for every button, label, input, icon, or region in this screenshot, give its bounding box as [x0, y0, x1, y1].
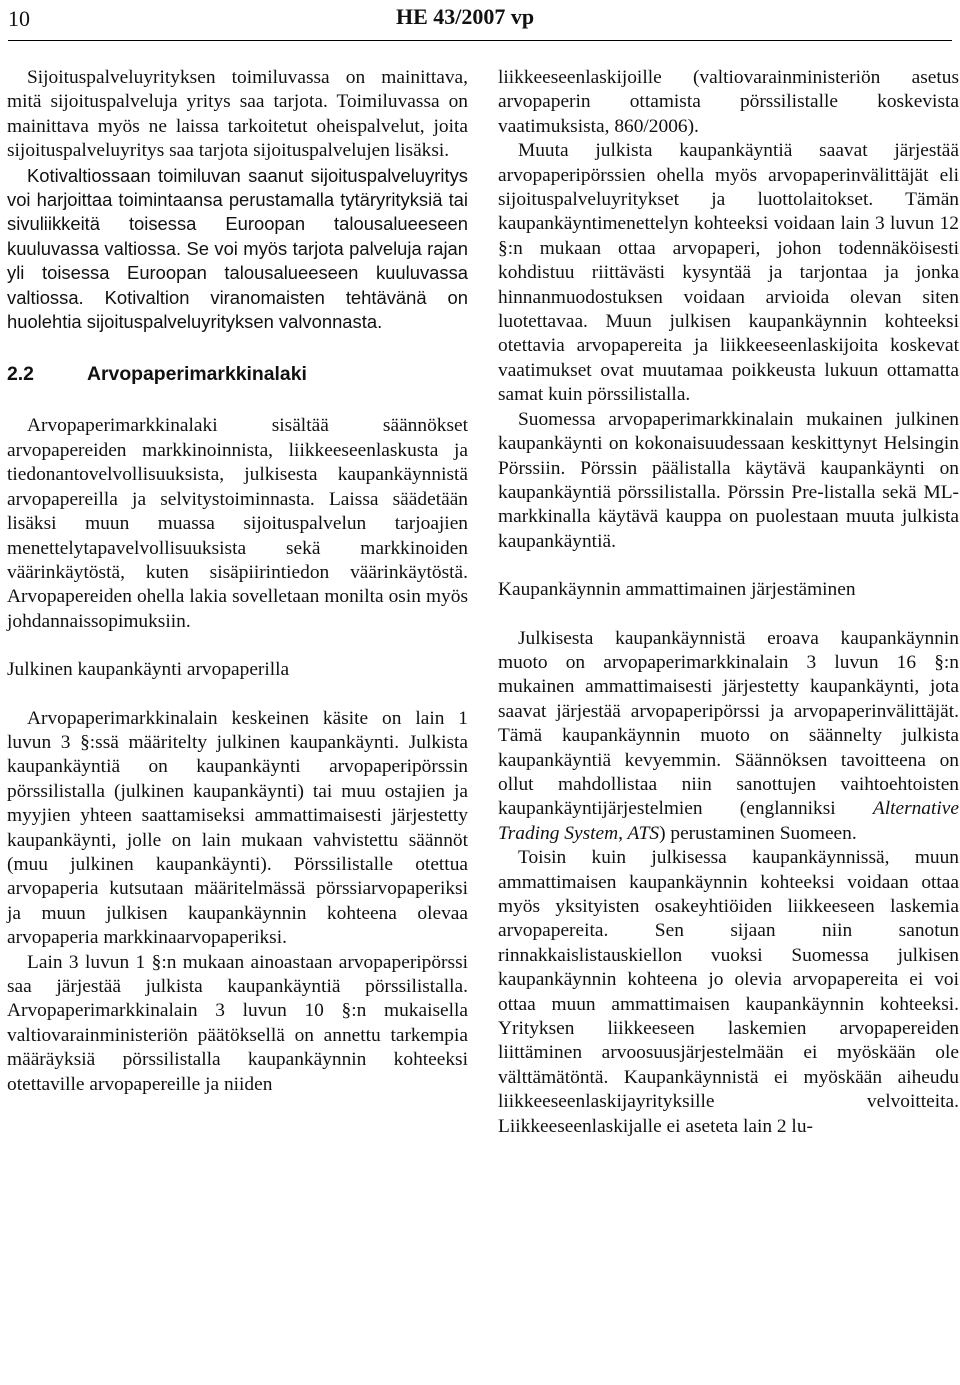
paragraph-securities-act: Arvopaperimarkkinalaki sisältää säännökset arvopapereiden markkinoinnista, liikkeeseenlaskusta ja tiedonantovelvollisuuksista, julkisesta kaupankäynnistä arvopapereilla ja selvitystoiminnasta. Laissa säädetään lisäksi muun muassa sijoituspalvelun tarjoajien menettelytapavelvollisuuksista sekä markkinoiden väärinkäytöstä, kuten sisäpiirintiedon väärinkäytöstä. Arvopapereiden ohella lakia sovelletaan monilta osin myös johdannaissopimuksiin. [7, 415, 468, 632]
subheading-professional-trading: Kaupankäynnin ammattimainen järjestäminen [498, 579, 856, 601]
paragraph-professional-trading-b: ) perustaminen Suomeen. [659, 822, 857, 844]
paragraph-public-trading-definition: Arvopaperimarkkinalain keskeinen käsite on lain 1 luvun 3 §:ssä määritelty julkinen kaupankäynti. Julkista kaupankäyntiä on kaupankäynti arvopaperipörssin pörssilistalla (julkinen kaupankäynti) tai muu ostajien ja myyjien yhteen saattamiseksi ammattimaisesti järjestetty kaupankäynti, jolle on lain mukaan vahvistettu säännöt (muu julkinen kaupankäynti). Pörssilistalle otettua arvopaperia kutsutaan määritelmässä pörssiarvopaperiksi ja muun julkisen kaupankäynnin kohteena olevaa arvopaperia markkinaarvopaperiksi. [7, 707, 468, 949]
section-number: 2.2 [7, 363, 34, 386]
paragraph-license-services: Sijoituspalveluyrityksen toimiluvassa on mainittava, mitä sijoituspalveluja yritys saa tarjota. Toimiluvassa on mainittava myös ne laissa tarkoitetut oheispalvelut, joita sijoituspalveluyritys saa tarjota sijoituspalvelujen lisäksi. [7, 67, 468, 162]
paragraph-home-state-text: Kotivaltiossaan toimiluvan saanut sijoituspalveluyritys voi harjoittaa toimintaansa perustamalla tytäryrityksiä tai sivuliikkeitä toisessa Euroopan talousalueeseen kuuluvassa valtiossa. [7, 164, 468, 259]
paragraph-home-state [7, 164, 468, 335]
document-id: HE 43/2007 vp [396, 4, 535, 29]
header-rule [8, 40, 952, 41]
paragraph-professional-trading-a: Julkisesta kaupankäynnistä eroava kaupankäynnin muoto on arvopaperimarkkinalain 3 luvun 16 §:n mukainen ammattimaisesti järjestetty kaupankäynti, jota saavat järjestää arvopaperipörssi ja arvopaperinvälittäjät. Tämä kaupankäynnin muoto on säännelty julkista kaupankäyntiä kevyemmin. Säännöksen tavoitteena on ollut mahdollistaa niin sanottujen vaihtoehtoisten kaupankäyntijärjestelmien (englanniksi [498, 627, 959, 820]
paragraph-other-public-trading: Muuta julkista kaupankäyntiä saavat järjestää arvopaperipörssien ohella myös arvopaperinvälittäjät eli sijoituspalveluyritykset ja luottolaitokset. Tämän kaupankäyntimenettelyn kohteeksi voidaan lain 3 luvun 12 §:n mukaan ottaa arvopaperi, johon todennäköisesti kohdistuu riittävästi kysyntää ja tarjontaa ja jonka hinnanmuodostuksen voidaan arvioida olevan siten luotettavaa. Muun julkisen kaupankäynnin kohteeksi otettavia arvopapereita ja liikkeeseenlaskijoita koskevat vaatimukset ovat muutamaa poikkeusta lukuun ottamatta samat kuin pörssilistalla. [498, 140, 959, 406]
paragraph-private-companies: Toisin kuin julkisessa kaupankäynnissä, muun ammattimaisen kaupankäynnin kohteeksi voidaan ottaa myös yksityisten osakeyhtiöiden liikkeeseen laskemia arvopapereita. Sen sijaan niin sanotun rinnakkaislistauskiellon vuoksi Suomessa julkisen kaupankäynnin kohteena jo olevia arvopapereita ei voi ottaa muun ammattimaisen kaupankäynnin kohteeksi. Yrityksen liikkeeseen laskemien arvopapereiden liittäminen arvoosuusjärjestelmään ei myöskään ole välttämätöntä. Kaupankäynnistä ei myöskään aiheudu liikkeeseenlaskijayrityksille velvoitteita. Liikkeeseenlaskijalle ei aseteta lain 2 lu- [498, 847, 959, 1137]
page-header [0, 0, 960, 40]
page-number: 10 [8, 6, 30, 31]
section-heading [7, 362, 468, 386]
left-column [7, 66, 468, 1097]
paragraph-issuers-continued: liikkeeseenlaskijoille (valtiovarainministeriön asetus arvopaperin ottamista pörssilistalle koskevista vaatimuksista, 860/2006). [498, 67, 959, 137]
paragraph-helsinki-exchange: Suomessa arvopaperimarkkinalain mukainen julkinen kaupankäynti on kokonaisuudessaan keskittynyt Helsingin Pörssiin. Pörssin päälistalla käytävä kaupankäynti on kaupankäyntiä pörssilistalla. Pörssin Pre-listalla sekä ML-markkinalla käytävä kauppa on puolestaan muuta julkista kaupankäyntiä. [498, 408, 959, 552]
section-title: Arvopaperimarkkinalaki [87, 363, 307, 386]
subheading-public-trading: Julkinen kaupankäynti arvopaperilla [7, 659, 290, 681]
paragraph-professional-trading [498, 627, 959, 847]
paragraph-home-state-cont: Se voi myös tarjota palveluja rajan yli toisessa Euroopan talousalueeseen kuuluvassa valtiossa. Kotivaltion viranomaisten tehtävänä on huolehtia sijoituspalveluyrityksen valvonnasta. [7, 237, 469, 333]
term-alternative-trading-system: Alternative Trading System, ATS [498, 798, 959, 844]
right-column [498, 66, 959, 1139]
paragraph-stock-exchange-only: Lain 3 luvun 1 §:n mukaan ainoastaan arvopaperipörssi saa järjestää julkista kaupankäyntiä pörssilistalla. Arvopaperimarkkinalain 3 luvun 10 §:n mukaisella valtiovarainministeriön päätöksellä on annettu tarkempia määräyksiä pörssilistalla kaupankäynnin kohteeksi otettaville arvopapereille ja niiden [7, 951, 468, 1095]
